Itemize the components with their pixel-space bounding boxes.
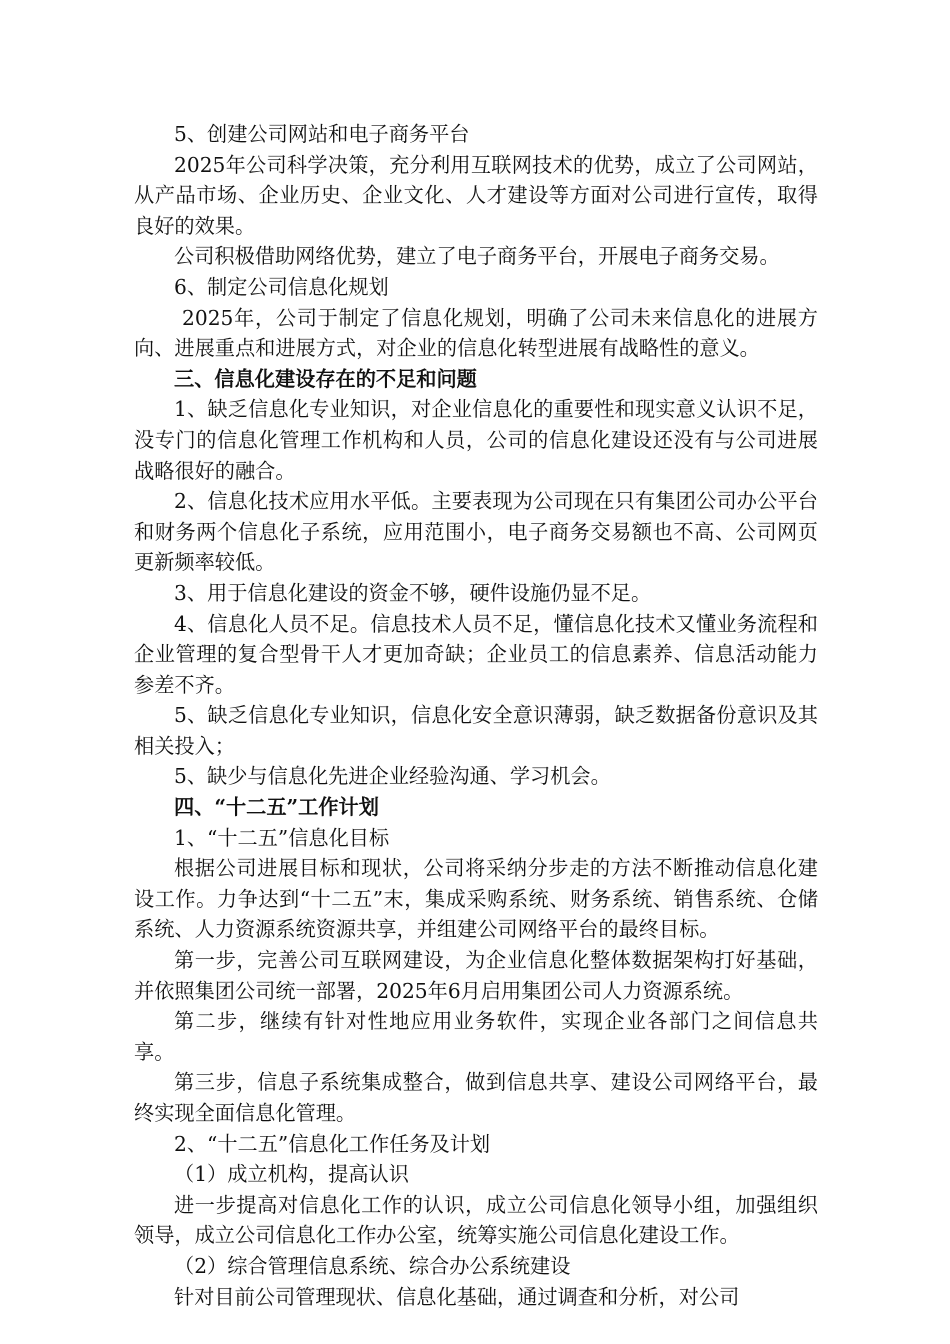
- list-item: 3、用于信息化建设的资金不够，硬件设施仍显不足。: [174, 580, 652, 605]
- list-item: 4、信息化人员不足。信息技术人员不足，懂信息化技术又懂业务流程和企业管理的复合型骨干人才更加奇缺；企业员工的信息素养、信息活动能力参差不齐。: [134, 611, 818, 697]
- subsection-heading: 2、“十二五”信息化工作任务及计划: [174, 1131, 491, 1156]
- section-item-heading: 6、制定公司信息化规划: [174, 274, 389, 299]
- body-paragraph: 第二步，继续有针对性地应用业务软件，实现企业各部门之间信息共享。: [134, 1009, 818, 1064]
- body-paragraph: 针对目前公司管理现状、信息化基础，通过调查和分析，对公司: [174, 1284, 740, 1309]
- list-item: 5、缺乏信息化专业知识，信息化安全意识薄弱，缺乏数据备份意识及其相关投入；: [134, 703, 818, 758]
- subsection-heading: 1、“十二五”信息化目标: [174, 825, 390, 850]
- list-item: 5、缺少与信息化先进企业经验沟通、学习机会。: [174, 764, 611, 789]
- body-paragraph: 第三步，信息子系统集成整合，做到信息共享、建设公司网络平台，最终实现全面信息化管理。: [134, 1070, 818, 1125]
- sub-item-heading: （2）综合管理信息系统、综合办公系统建设: [174, 1253, 571, 1278]
- sub-item-heading: （1）成立机构，提高认识: [174, 1162, 409, 1187]
- body-paragraph: 2025年公司科学决策，充分利用互联网技术的优势，成立了公司网站，从产品市场、企业历史、企业文化、人才建设等方面对公司进行宣传，取得良好的效果。: [134, 152, 818, 238]
- section-item-heading: 5、创建公司网站和电子商务平台: [174, 122, 470, 146]
- body-paragraph: 2025年，公司于制定了信息化规划，明确了公司未来信息化的进展方向、进展重点和进展方式，对企业的信息化转型进展有战略性的意义。: [134, 305, 818, 361]
- section-heading: 三、信息化建设存在的不足和问题: [174, 366, 477, 391]
- document-body: [134, 119, 818, 1312]
- body-paragraph: 进一步提高对信息化工作的认识，成立公司信息化领导小组，加强组织领导，成立公司信息化工作办公室，统筹实施公司信息化建设工作。: [134, 1192, 818, 1248]
- list-item: 2、信息化技术应用水平低。主要表现为公司现在只有集团公司办公平台和财务两个信息化子系统，应用范围小，电子商务交易额也不高、公司网页更新频率较低。: [134, 489, 818, 575]
- body-paragraph: 根据公司进展目标和现状，公司将采纳分步走的方法不断推动信息化建设工作。力争达到“十二五”末，集成采购系统、财务系统、销售系统、仓储系统、人力资源系统资源共享，并组建公司网络平台的最终目标。: [134, 856, 818, 942]
- body-paragraph: 公司积极借助网络优势，建立了电子商务平台，开展电子商务交易。: [174, 244, 780, 269]
- section-heading: 四、“十二五”工作计划: [174, 795, 379, 820]
- body-paragraph: 第一步，完善公司互联网建设，为企业信息化整体数据架构打好基础，并依照集团公司统一部署，2025年6月启用集团公司人力资源系统。: [134, 948, 818, 1003]
- list-item: 1、缺乏信息化专业知识，对企业信息化的重要性和现实意义认识不足，没专门的信息化管理工作机构和人员，公司的信息化建设还没有与公司进展战略很好的融合。: [134, 397, 818, 483]
